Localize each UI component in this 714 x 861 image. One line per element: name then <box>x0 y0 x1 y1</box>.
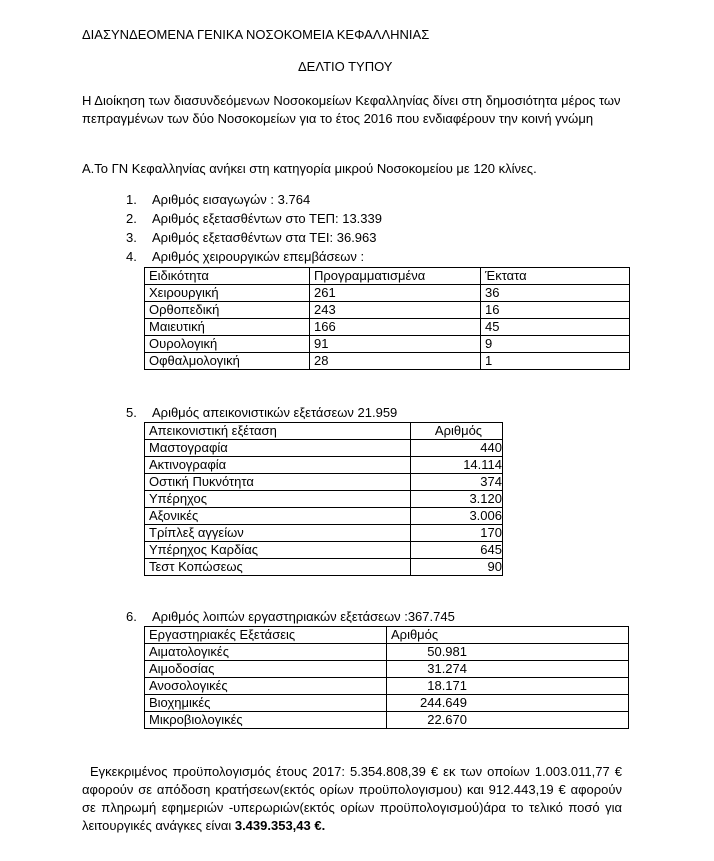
table-cell: 45 <box>481 319 630 336</box>
table-header-row <box>145 627 629 644</box>
list-item: 5. Αριθμός απεικονιστικών εξετάσεων 21.959 <box>126 405 398 420</box>
budget-amount: 3.439.353,43 €. <box>234 818 326 833</box>
table-row <box>145 661 629 678</box>
table-cell: 31.274 <box>387 661 629 678</box>
table-row <box>145 525 503 542</box>
table-row <box>145 491 503 508</box>
table-cell: Αιμοδοσίας <box>145 661 387 678</box>
table-cell: Αιματολογικές <box>145 644 387 661</box>
table-row <box>145 559 503 576</box>
table-cell: Ακτινογραφία <box>145 457 411 474</box>
table-cell: Υπέρηχος <box>145 491 411 508</box>
table-header-cell: Απεικονιστική εξέταση <box>145 423 411 440</box>
table-cell: Αξονικές <box>145 508 411 525</box>
table-cell: Οστική Πυκνότητα <box>145 474 411 491</box>
table-cell: 261 <box>310 285 481 302</box>
table-cell: 16 <box>481 302 630 319</box>
table-header-cell: Προγραμματισμένα <box>310 268 481 285</box>
table-row <box>145 353 630 370</box>
table-header-cell: Έκτατα <box>481 268 630 285</box>
table-cell: 1 <box>481 353 630 370</box>
table-cell: Τεστ Κοπώσεως <box>145 559 411 576</box>
table-cell: Οφθαλμολογική <box>145 353 310 370</box>
table-cell: Βιοχημικές <box>145 695 387 712</box>
list-item: 4. Αριθμός χειρουργικών επεμβάσεων : <box>126 249 365 264</box>
table-cell: Ορθοπεδική <box>145 302 310 319</box>
table-cell: 91 <box>310 336 481 353</box>
table-header-cell: Αριθμός <box>387 627 629 644</box>
table-cell: 3.006 <box>411 508 503 525</box>
table-cell: Μαστογραφία <box>145 440 411 457</box>
lab-table <box>144 626 629 729</box>
table-row <box>145 474 503 491</box>
table-cell: Τρίπλεξ αγγείων <box>145 525 411 542</box>
table-cell: 244.649 <box>387 695 629 712</box>
table-cell: 22.670 <box>387 712 629 729</box>
table-cell: 28 <box>310 353 481 370</box>
table-row <box>145 440 503 457</box>
table-cell: Μαιευτική <box>145 319 310 336</box>
table-cell: Μικροβιολογικές <box>145 712 387 729</box>
table-cell: 645 <box>411 542 503 559</box>
table-cell: Ουρολογική <box>145 336 310 353</box>
table-cell: Υπέρηχος Καρδίας <box>145 542 411 559</box>
table-cell: 440 <box>411 440 503 457</box>
list-item: 3. Αριθμός εξετασθέντων στα ΤΕΙ: 36.963 <box>126 230 377 245</box>
list-item: 6. Αριθμός λοιπών εργαστηριακών εξετάσεων :367.745 <box>126 609 455 624</box>
table-header-row <box>145 423 503 440</box>
table-row <box>145 319 630 336</box>
hospital-header: ΔΙΑΣΥΝΔΕΟΜΕΝΑ ΓΕΝΙΚΑ ΝΟΣΟΚΟΜΕΙΑ ΚΕΦΑΛΛΗΝΙΑΣ <box>82 27 430 42</box>
table-cell: 374 <box>411 474 503 491</box>
table-cell: 90 <box>411 559 503 576</box>
table-header-row <box>145 268 630 285</box>
table-header-cell: Εργαστηριακές Εξετάσεις <box>145 627 387 644</box>
table-row <box>145 302 630 319</box>
table-cell: 170 <box>411 525 503 542</box>
budget-paragraph: Εγκεκριμένος προϋπολογισμός έτους 2017: 5.354.808,39 € εκ των οποίων 1.003.011,77 € αφορούν σε απόδοση κρατήσεων(εκτός ορίων προϋπολογισμου) και 912.443,19 € αφορούν σε πληρωμή εφημεριών -υπερωριών(εκτός ορίων προϋπολογισμού)άρα το τελικό ποσό για λειτουργικές ανάγκες είναι 3.439.353,43 €. <box>82 764 622 833</box>
table-cell: Ανοσολογικές <box>145 678 387 695</box>
table-row <box>145 285 630 302</box>
table-row <box>145 695 629 712</box>
table-row <box>145 542 503 559</box>
table-header-cell: Αριθμός <box>411 423 503 440</box>
document-title: ΔΕΛΤΙΟ ΤΥΠΟΥ <box>298 59 393 74</box>
table-row <box>145 457 503 474</box>
section-a: Α.Το ΓΝ Κεφαλληνίας ανήκει στη κατηγορία μικρού Νοσοκομείου με 120 κλίνες. <box>82 161 537 176</box>
table-cell: 3.120 <box>411 491 503 508</box>
imaging-table <box>144 422 503 576</box>
table-row <box>145 644 629 661</box>
list-item: 1. Αριθμός εισαγωγών : 3.764 <box>126 192 311 207</box>
table-row <box>145 678 629 695</box>
intro-paragraph: Η Διοίκηση των διασυνδεόμενων Νοσοκομείων Κεφαλληνίας δίνει στη δημοσιότητα μέρος των πεπραγμένων των δύο Νοσοκομείων για το έτος 2016 που ενδιαφέρουν την κοινή γνώμη <box>82 93 621 126</box>
table-cell: 36 <box>481 285 630 302</box>
list-item: 2. Αριθμός εξετασθέντων στο ΤΕΠ: 13.339 <box>126 211 382 226</box>
table-cell: Χειρουργική <box>145 285 310 302</box>
table-cell: 14.114 <box>411 457 503 474</box>
table-cell: 18.171 <box>387 678 629 695</box>
table-cell: 243 <box>310 302 481 319</box>
surgery-table <box>144 267 630 370</box>
table-row <box>145 508 503 525</box>
table-cell: 166 <box>310 319 481 336</box>
table-cell: 9 <box>481 336 630 353</box>
table-row <box>145 712 629 729</box>
table-cell: 50.981 <box>387 644 629 661</box>
table-row <box>145 336 630 353</box>
table-header-cell: Ειδικότητα <box>145 268 310 285</box>
